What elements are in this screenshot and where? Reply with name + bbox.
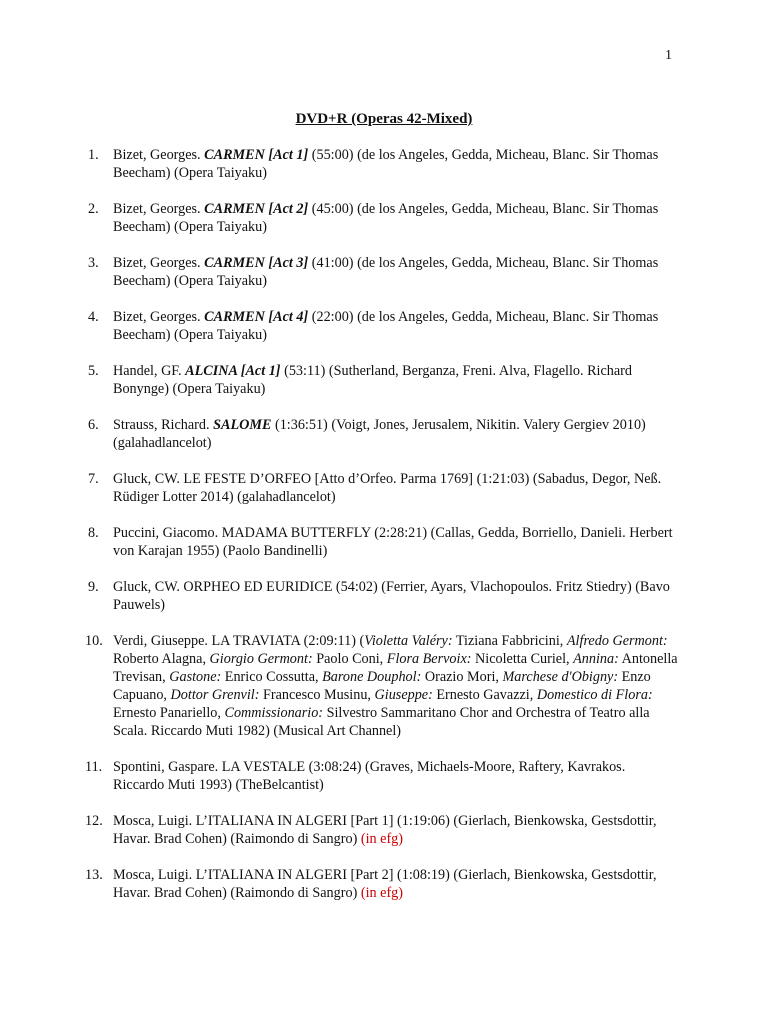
item-number: 4. bbox=[88, 309, 99, 325]
opera-list bbox=[85, 146, 678, 920]
role-name: Alfredo Germont: bbox=[566, 633, 668, 649]
item-number: 12. bbox=[85, 813, 103, 829]
role-name: Giuseppe: bbox=[374, 687, 433, 703]
item-text: Puccini, Giacomo. MADAMA BUTTERFLY (2:28:21) (Callas, Gedda, Borriello, Danieli. Herbert von Karajan 1955) (Paolo Bandinelli) bbox=[113, 525, 673, 559]
role-name: Commissionario: bbox=[224, 705, 324, 721]
item-number: 2. bbox=[88, 201, 99, 217]
item-number: 5. bbox=[88, 363, 99, 379]
note-label: (in efg) bbox=[360, 885, 403, 901]
role-name: Violetta Valéry: bbox=[364, 633, 453, 649]
work-title: SALOME bbox=[213, 417, 272, 433]
list-item bbox=[88, 470, 678, 506]
item-text: Mosca, Luigi. L’ITALIANA IN ALGERI [Part 2] (1:08:19) (Gierlach, Bienkowska, Gestsdottir, Havar. Brad Cohen) (Raimondo di Sangro) bbox=[113, 867, 657, 901]
role-name: Gastone: bbox=[169, 669, 222, 685]
role-name: Flora Bervoix: bbox=[386, 651, 472, 667]
role-name: Barone Douphol: bbox=[322, 669, 422, 685]
list-item: 6. Strauss, Richard. SALOME (1:36:51) (Voigt, Jones, Jerusalem, Nikitin. Valery Gergiev 2010) (galahadlancelot) bbox=[88, 417, 646, 451]
list-item: 3. Bizet, Georges. CARMEN [Act 3] (41:00) (de los Angeles, Gedda, Micheau, Blanc. Sir Thomas Beecham) (Opera Taiyaku) bbox=[88, 255, 659, 289]
role-name: Marchese d'Obigny: bbox=[502, 669, 619, 685]
list-item bbox=[85, 812, 678, 848]
role-name: Annina: bbox=[573, 651, 619, 667]
work-title: ALCINA [Act 1] bbox=[185, 363, 281, 379]
item-text: Gluck, CW. ORPHEO ED EURIDICE (54:02) (Ferrier, Ayars, Vlachopoulos. Fritz Stiedry) (Bavo Pauwels) bbox=[113, 579, 670, 613]
list-item bbox=[88, 578, 678, 614]
role-name: Domestico di Flora: bbox=[536, 687, 653, 703]
item-number: 3. bbox=[88, 255, 99, 271]
item-text: Gluck, CW. LE FESTE D’ORFEO [Atto d’Orfeo. Parma 1769] (1:21:03) (Sabadus, Degor, Neß. Rüdiger Lotter 2014) (galahadlancelot) bbox=[113, 471, 662, 505]
list-item: 4. Bizet, Georges. CARMEN [Act 4] (22:00) (de los Angeles, Gedda, Micheau, Blanc. Sir Thomas Beecham) (Opera Taiyaku) bbox=[88, 309, 659, 343]
item-number: 1. bbox=[88, 147, 99, 163]
page-number: 1 bbox=[665, 48, 672, 63]
item-number: 13. bbox=[85, 867, 103, 883]
work-title: CARMEN [Act 2] bbox=[204, 201, 309, 217]
list-item bbox=[85, 866, 678, 902]
list-item: 5. Handel, GF. ALCINA [Act 1] (53:11) (Sutherland, Berganza, Freni. Alva, Flagello. Richard Bonynge) (Opera Taiyaku) bbox=[88, 363, 632, 397]
work-title: CARMEN [Act 3] bbox=[204, 255, 309, 271]
work-title: CARMEN [Act 4] bbox=[204, 309, 309, 325]
list-item: 2. Bizet, Georges. CARMEN [Act 2] (45:00) (de los Angeles, Gedda, Micheau, Blanc. Sir Thomas Beecham) (Opera Taiyaku) bbox=[88, 201, 659, 235]
note-label: (in efg) bbox=[360, 831, 403, 847]
item-number: 10. bbox=[85, 633, 103, 649]
list-item: 1. Bizet, Georges. CARMEN [Act 1] (55:00) (de los Angeles, Gedda, Micheau, Blanc. Sir Thomas Beecham) (Opera Taiyaku) bbox=[88, 147, 659, 181]
list-item: 10. Verdi, Giuseppe. LA TRAVIATA (2:09:11) (Violetta Valéry: Tiziana Fabbricini, Alfredo Germont: Roberto Alagna, Giorgio Germont: Paolo Coni, Flora Bervoix: Nicoletta Curiel, Annina: Antonella Trevisan, Gastone: Enrico Cossutta, Barone Douphol: Orazio Mori, Marchese d'Obigny: Enzo Capuano, Dottor Grenvil: Francesco Musinu, Giuseppe: Ernesto Gavazzi, Domestico di Flora: Ernesto Panariello, Commissionario: Silvestro Sammaritano Chor and Orchestra of Teatro alla Scala. Riccardo Muti 1982) (Musical Art Channel) bbox=[85, 633, 678, 739]
item-number: 9. bbox=[88, 579, 99, 595]
item-number: 6. bbox=[88, 417, 99, 433]
item-number: 8. bbox=[88, 525, 99, 541]
item-text: Mosca, Luigi. L’ITALIANA IN ALGERI [Part 1] (1:19:06) (Gierlach, Bienkowska, Gestsdottir, Havar. Brad Cohen) (Raimondo di Sangro) bbox=[113, 813, 657, 847]
list-item bbox=[85, 758, 678, 794]
role-name: Dottor Grenvil: bbox=[170, 687, 260, 703]
role-name: Giorgio Germont: bbox=[209, 651, 313, 667]
item-text: Spontini, Gaspare. LA VESTALE (3:08:24) (Graves, Michaels-Moore, Raftery, Kavrakos. Riccardo Muti 1993) (TheBelcantist) bbox=[113, 759, 626, 793]
list-item bbox=[88, 524, 678, 560]
work-title: CARMEN [Act 1] bbox=[204, 147, 309, 163]
page-title: DVD+R (Operas 42-Mixed) bbox=[295, 111, 473, 127]
item-number: 7. bbox=[88, 471, 99, 487]
item-number: 11. bbox=[85, 759, 103, 775]
